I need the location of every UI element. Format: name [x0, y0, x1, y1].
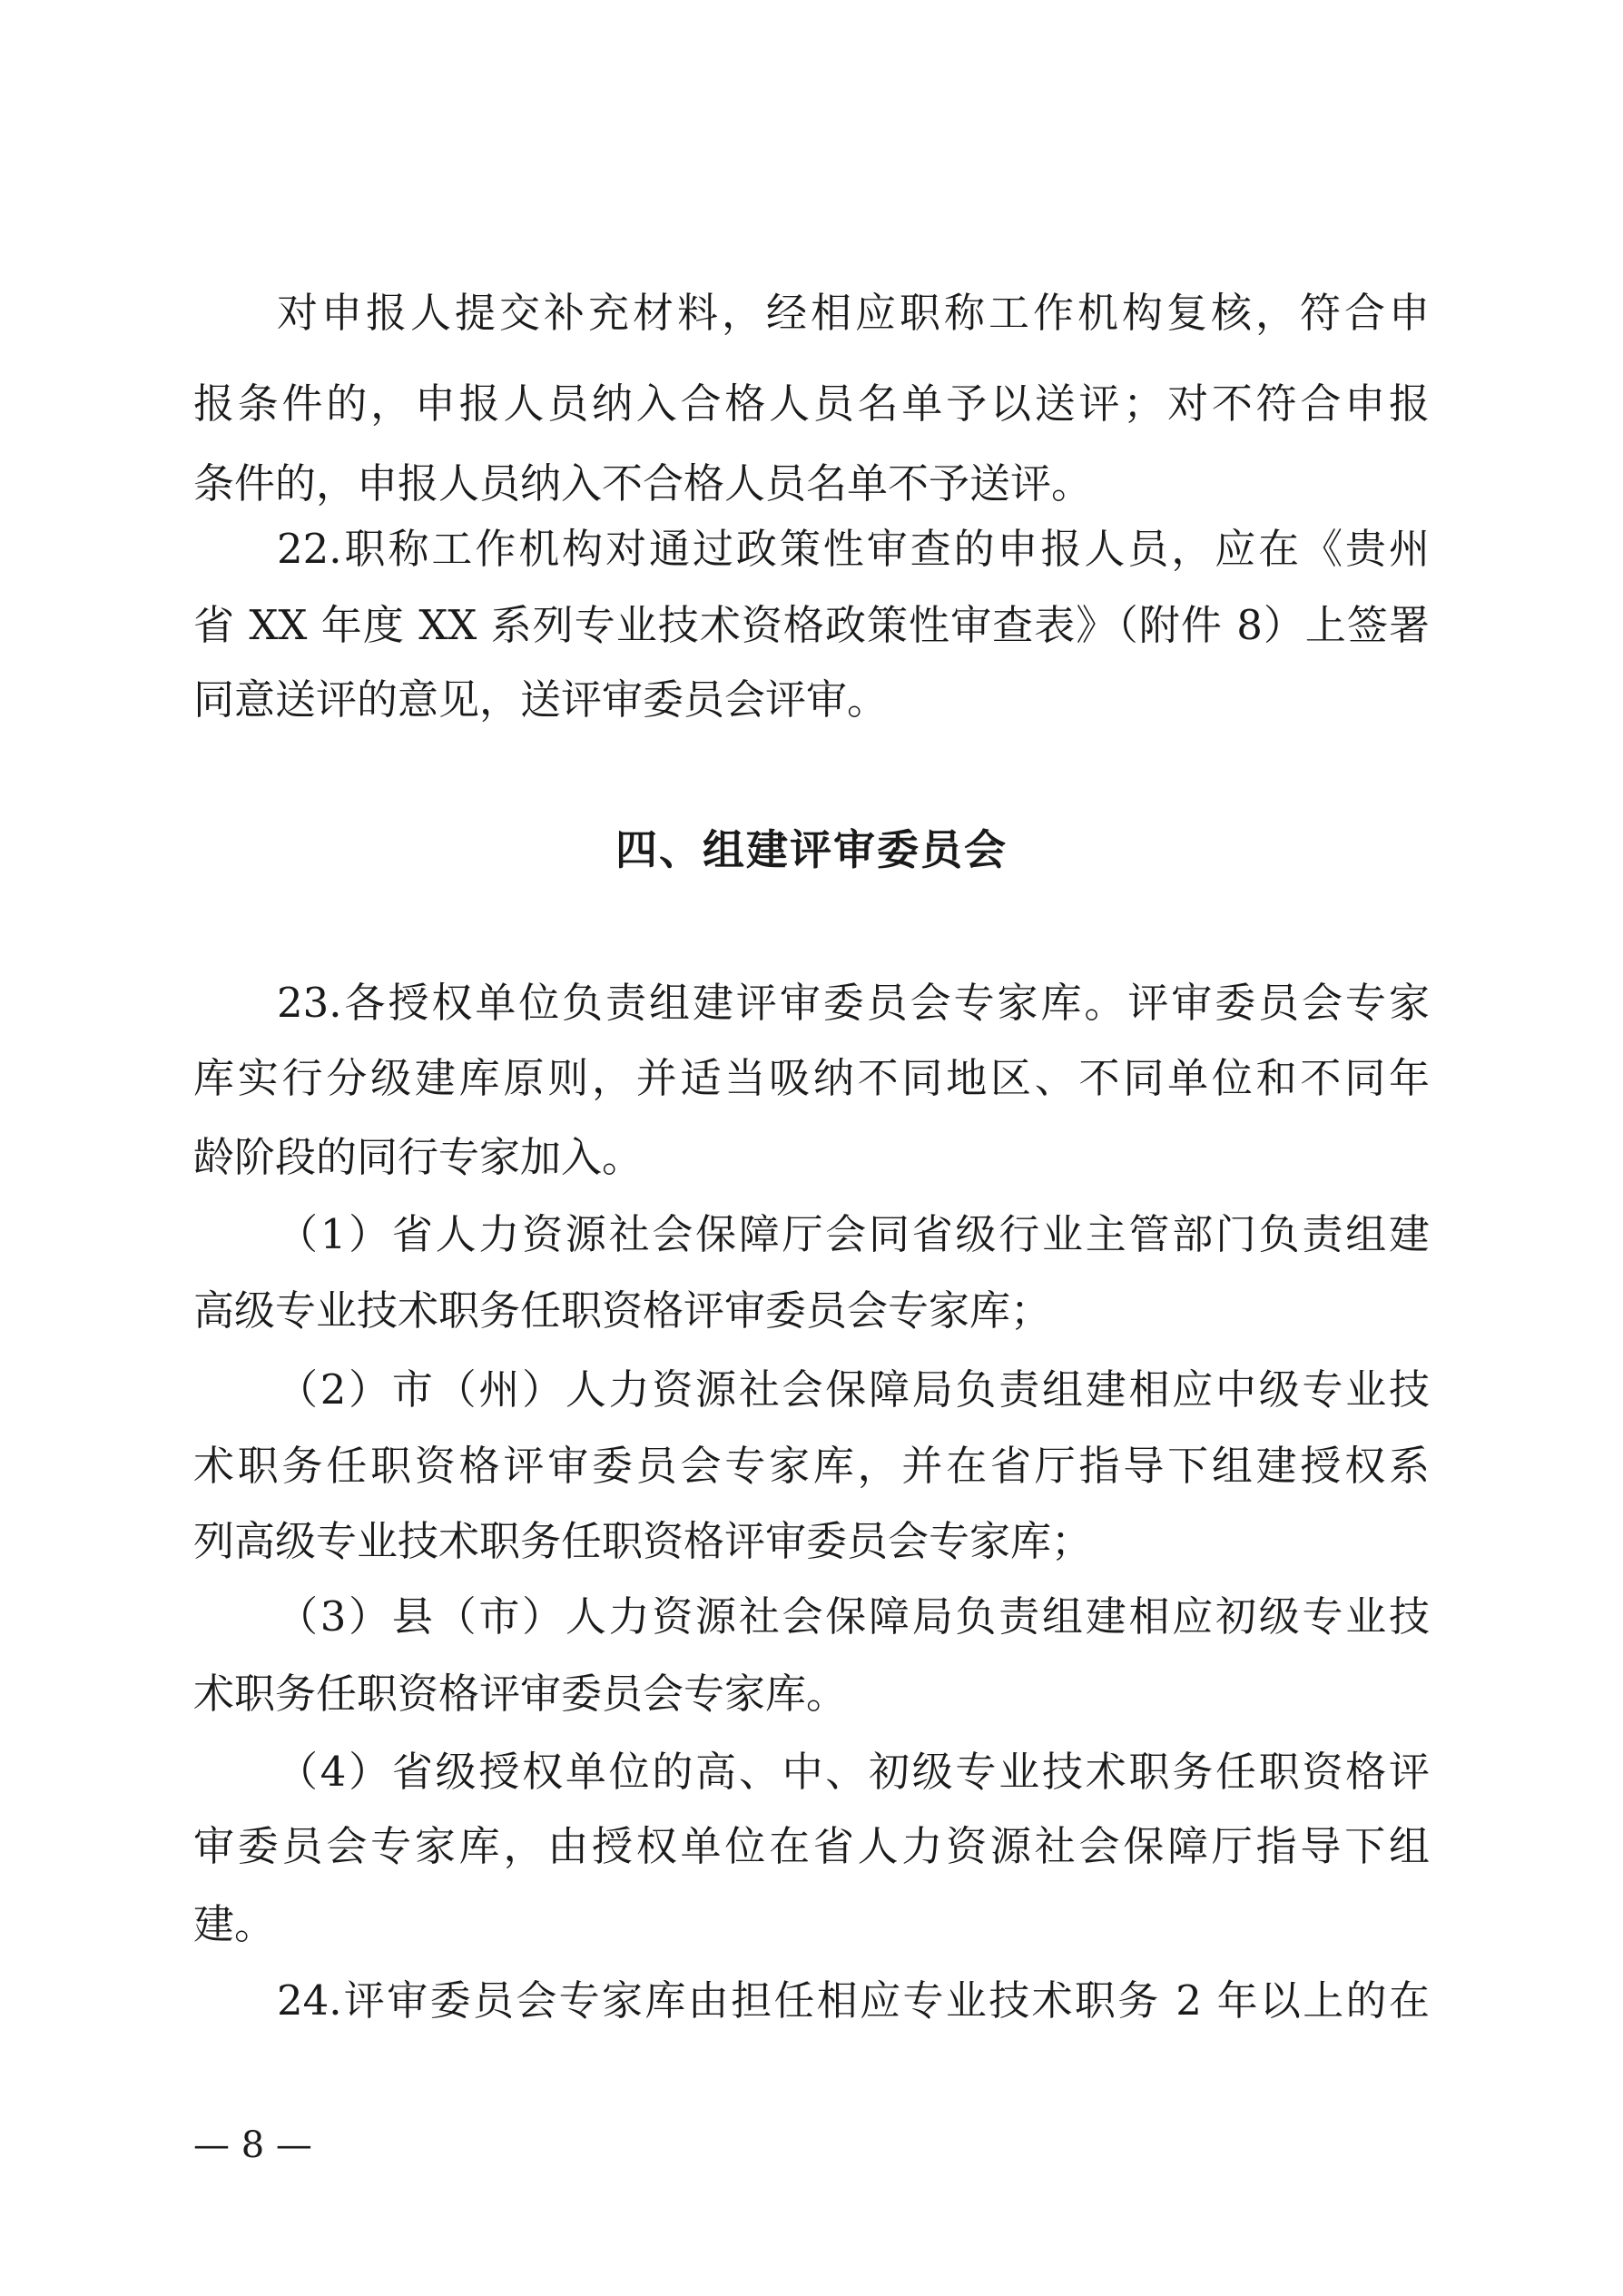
text-line: （4）省级授权单位的高、中、初级专业技术职务任职资格评 — [277, 1748, 1430, 1796]
text-line: 术职务任职资格评审委员会专家库。 — [193, 1670, 848, 1718]
text-line: （2）市（州）人力资源社会保障局负责组建相应中级专业技 — [277, 1365, 1430, 1414]
text-line: 条件的，申报人员纳入不合格人员名单不予送评。 — [193, 459, 1093, 507]
text-line: 省 XX 年度 XX 系列专业技术资格政策性审查表》（附件 8）上签署 — [193, 601, 1430, 649]
text-line: 库实行分级建库原则，并适当吸纳不同地区、不同单位和不同年 — [193, 1054, 1430, 1102]
text-line: 22.职称工作机构对通过政策性审查的申报人员，应在《贵州 — [277, 525, 1430, 573]
page-number: — 8 — — [193, 2124, 312, 2166]
text-line: 高级专业技术职务任职资格评审委员会专家库； — [193, 1286, 1052, 1335]
text-line: 审委员会专家库，由授权单位在省人力资源社会保障厅指导下组 — [193, 1822, 1430, 1870]
text-line: （3）县（市）人力资源社会保障局负责组建相应初级专业技 — [277, 1592, 1430, 1641]
text-line: （1）省人力资源社会保障厅会同省级行业主管部门负责组建 — [277, 1210, 1430, 1258]
text-line: 同意送评的意见，送评审委员会评审。 — [193, 675, 889, 724]
text-line: 术职务任职资格评审委员会专家库，并在省厅指导下组建授权系 — [193, 1442, 1430, 1490]
text-line: 23.各授权单位负责组建评审委员会专家库。评审委员会专家 — [277, 979, 1430, 1027]
text-line: 24.评审委员会专家库由担任相应专业技术职务 2 年以上的在 — [277, 1976, 1430, 2025]
text-line: 建。 — [193, 1900, 276, 1948]
text-line: 列高级专业技术职务任职资格评审委员会专家库； — [193, 1517, 1093, 1565]
text-line: 报条件的，申报人员纳入合格人员名单予以送评；对不符合申报 — [193, 379, 1430, 428]
text-line: 龄阶段的同行专家加入。 — [193, 1133, 644, 1181]
text-line: 对申报人提交补充材料，经相应职称工作机构复核，符合申 — [277, 289, 1430, 337]
section-heading: 四、组建评审委员会 — [615, 825, 1008, 874]
